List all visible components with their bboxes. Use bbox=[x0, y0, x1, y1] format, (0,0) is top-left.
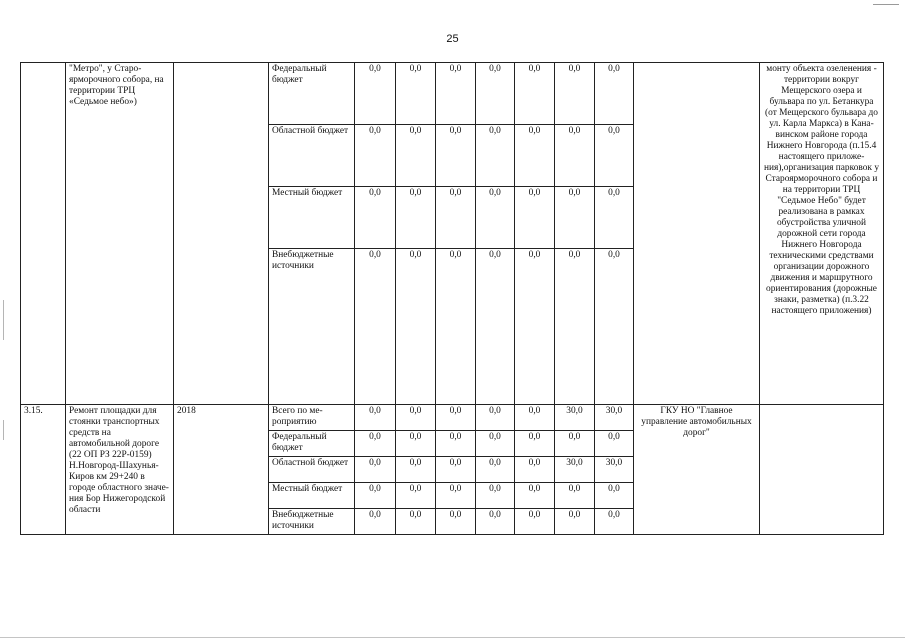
funding-source-cell: Внебюджетные источники bbox=[269, 509, 355, 535]
value-cell: 0,0 bbox=[595, 483, 634, 509]
value-cell: 0,0 bbox=[555, 63, 595, 125]
page-number: 25 bbox=[446, 33, 459, 45]
value-cell: 0,0 bbox=[436, 457, 476, 483]
item-number-cell: 3.15. bbox=[21, 405, 66, 535]
funding-source-cell: Федеральный бюджет bbox=[269, 431, 355, 457]
funding-source-cell: Областной бюджет bbox=[269, 457, 355, 483]
value-cell: 0,0 bbox=[396, 483, 436, 509]
value-cell: 0,0 bbox=[355, 405, 396, 431]
value-cell: 0,0 bbox=[476, 509, 515, 535]
value-cell: 0,0 bbox=[595, 125, 634, 187]
value-cell: 0,0 bbox=[436, 125, 476, 187]
value-cell: 0,0 bbox=[476, 405, 515, 431]
value-cell: 0,0 bbox=[476, 249, 515, 405]
value-cell: 30,0 bbox=[555, 457, 595, 483]
table-row bbox=[21, 405, 884, 431]
value-cell: 30,0 bbox=[555, 405, 595, 431]
value-cell: 0,0 bbox=[515, 125, 555, 187]
value-cell: 0,0 bbox=[355, 483, 396, 509]
value-cell: 0,0 bbox=[355, 509, 396, 535]
value-cell: 0,0 bbox=[476, 457, 515, 483]
value-cell: 0,0 bbox=[595, 509, 634, 535]
value-cell: 30,0 bbox=[595, 457, 634, 483]
item-year-cell bbox=[174, 63, 269, 405]
value-cell: 0,0 bbox=[355, 63, 396, 125]
item-year-cell: 2018 bbox=[174, 405, 269, 535]
item-name-cell: Ремонт площадки для стоянки транспортных средств на автомобильной дороге (22 ОП РЗ 22Р-0159) Н.Новгород-Шахунья-Киров км 29+240 в городе областного значения Бор Нижегородской области bbox=[66, 405, 174, 535]
value-cell: 0,0 bbox=[355, 187, 396, 249]
value-cell: 0,0 bbox=[515, 249, 555, 405]
value-cell: 0,0 bbox=[595, 431, 634, 457]
item-name-cell: "Метро", у Старо-ярморочного собора, на территории ТРЦ «Седьмое небо») bbox=[66, 63, 174, 405]
value-cell: 0,0 bbox=[515, 483, 555, 509]
item-number-cell bbox=[21, 63, 66, 405]
value-cell: 0,0 bbox=[396, 63, 436, 125]
value-cell: 0,0 bbox=[436, 483, 476, 509]
value-cell: 0,0 bbox=[555, 509, 595, 535]
scan-mark-left-2 bbox=[3, 420, 4, 440]
value-cell: 0,0 bbox=[515, 187, 555, 249]
value-cell: 0,0 bbox=[515, 509, 555, 535]
value-cell: 0,0 bbox=[595, 63, 634, 125]
value-cell: 0,0 bbox=[396, 405, 436, 431]
value-cell: 0,0 bbox=[396, 457, 436, 483]
funding-source-cell: Всего по мероприятию bbox=[269, 405, 355, 431]
value-cell: 0,0 bbox=[355, 457, 396, 483]
value-cell: 0,0 bbox=[355, 125, 396, 187]
funding-source-cell: Областной бюджет bbox=[269, 125, 355, 187]
value-cell: 0,0 bbox=[436, 187, 476, 249]
scan-edge-top bbox=[873, 4, 899, 5]
value-cell: 0,0 bbox=[396, 509, 436, 535]
value-cell: 0,0 bbox=[355, 249, 396, 405]
scan-mark-left bbox=[3, 300, 4, 340]
value-cell: 0,0 bbox=[555, 431, 595, 457]
value-cell: 0,0 bbox=[515, 431, 555, 457]
funding-source-cell: Федеральный бюджет bbox=[269, 63, 355, 125]
value-cell: 0,0 bbox=[595, 187, 634, 249]
note-cell: монту объекта озеленения - территории вокруг Мещерского озера и бульвара по ул. Бетанкура (от Мещерского бульвара до ул. Карла Маркса) в Канавинском районе города Нижнего Новгорода (п.15.4 настоящего приложения),организация парковок у Староярморочного собора и на территории ТРЦ "Седьмое Небо" будет реализована в рамках обустройства уличной дорожной сети города Нижнего Новгорода техническими средствами организации дорожного движения и маршрутного ориентирования (дорожные знаки, разметка) (п.3.22 настоящего приложения) bbox=[760, 63, 884, 405]
note-cell bbox=[760, 405, 884, 535]
value-cell: 0,0 bbox=[436, 431, 476, 457]
value-cell: 0,0 bbox=[515, 63, 555, 125]
value-cell: 0,0 bbox=[476, 187, 515, 249]
value-cell: 0,0 bbox=[476, 431, 515, 457]
funding-source-cell: Внебюджетные источники bbox=[269, 249, 355, 405]
funding-source-cell: Местный бюджет bbox=[269, 187, 355, 249]
value-cell: 0,0 bbox=[436, 249, 476, 405]
scan-edge-bottom bbox=[0, 637, 905, 638]
value-cell: 0,0 bbox=[515, 405, 555, 431]
value-cell: 0,0 bbox=[396, 125, 436, 187]
value-cell: 0,0 bbox=[515, 457, 555, 483]
value-cell: 0,0 bbox=[476, 125, 515, 187]
value-cell: 0,0 bbox=[355, 431, 396, 457]
value-cell: 0,0 bbox=[436, 509, 476, 535]
funding-source-cell: Местный бюджет bbox=[269, 483, 355, 509]
value-cell: 0,0 bbox=[555, 125, 595, 187]
value-cell: 0,0 bbox=[476, 483, 515, 509]
value-cell: 0,0 bbox=[555, 187, 595, 249]
value-cell: 0,0 bbox=[476, 63, 515, 125]
value-cell: 0,0 bbox=[396, 431, 436, 457]
value-cell: 0,0 bbox=[396, 187, 436, 249]
executor-cell bbox=[634, 63, 760, 405]
value-cell: 0,0 bbox=[555, 249, 595, 405]
program-table bbox=[20, 62, 884, 535]
value-cell: 30,0 bbox=[595, 405, 634, 431]
value-cell: 0,0 bbox=[555, 483, 595, 509]
value-cell: 0,0 bbox=[436, 405, 476, 431]
value-cell: 0,0 bbox=[436, 63, 476, 125]
executor-cell: ГКУ НО "Главное управление автомобильных дорог" bbox=[634, 405, 760, 535]
table-row bbox=[21, 63, 884, 125]
value-cell: 0,0 bbox=[396, 249, 436, 405]
value-cell: 0,0 bbox=[595, 249, 634, 405]
